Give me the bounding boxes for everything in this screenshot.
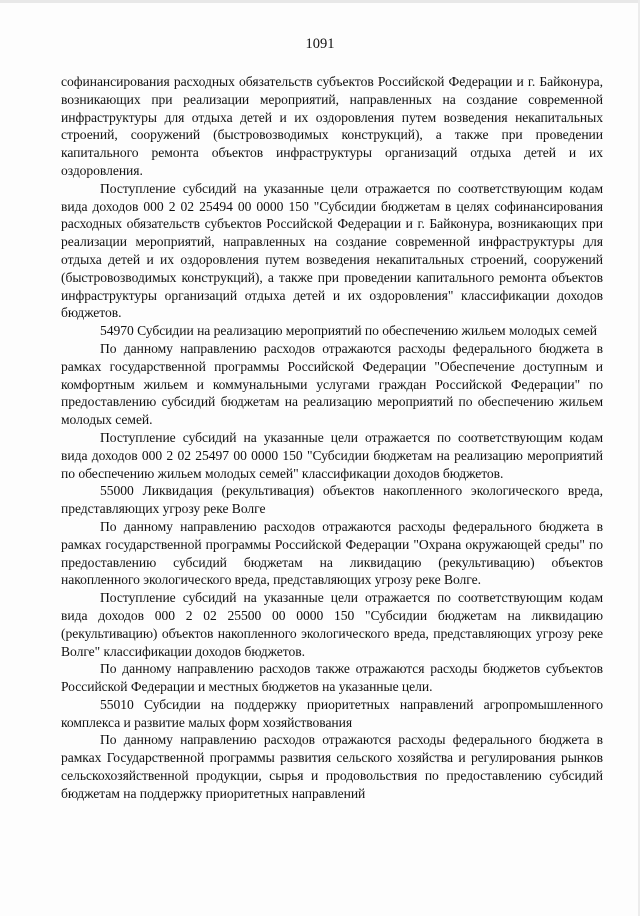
document-body [61, 73, 603, 803]
paragraph: Поступление субсидий на указанные цели отражается по соответствующим кодам вида доходов 000 2 02 25494 00 0000 150 "Субсидии бюджетам в целях софинансирования расходных обязательств субъектов Российской Федерации и г. Байконура, возникающих при реализации мероприятий, направленных на создание современной инфраструктуры для отдыха детей и их оздоровления путем возведения некапитальных строений, сооружений (быстровозводимых конструкций), а также при проведении капитального ремонта объектов инфраструктуры организаций отдыха детей и их оздоровления" классификации доходов бюджетов. [61, 180, 603, 321]
section-heading: 55000 Ликвидация (рекультивация) объектов накопленного экологического вреда, представляющих угрозу реке Волге [61, 483, 603, 517]
section-heading: 54970 Субсидии на реализацию мероприятий по обеспечению жильем молодых семей [100, 323, 597, 339]
paragraph: Поступление субсидий на указанные цели отражается по соответствующим кодам вида доходов 000 2 02 25500 00 0000 150 "Субсидии бюджетам на ликвидацию (рекультивацию) объектов накопленного экологического вреда, представляющих угрозу реке Волге" классификации доходов бюджетов. [61, 590, 603, 659]
scan-edge [0, 0, 640, 3]
paragraph: По данному направлению расходов отражаются расходы федерального бюджета в рамках Государственной программы развития сельского хозяйства и регулирования рынков сельскохозяйственной продукции, сырья и продовольствия по предоставлению субсидий бюджетам на поддержку приоритетных направлений [61, 732, 603, 801]
paragraph: По данному направлению расходов также отражаются расходы бюджетов субъектов Российской Федерации и местных бюджетов на указанные цели. [61, 661, 603, 695]
section-heading: 55010 Субсидии на поддержку приоритетных направлений агропромышленного комплекса и развитие малых форм хозяйствования [61, 696, 603, 730]
paragraph: По данному направлению расходов отражаются расходы федерального бюджета в рамках государственной программы Российской Федерации "Обеспечение доступным и комфортным жильем и коммунальными услугами граждан Российской Федерации" по предоставлению субсидий бюджетам на реализацию мероприятий по обеспечению жильем молодых семей. [61, 340, 603, 428]
paragraph-continuation: софинансирования расходных обязательств субъектов Российской Федерации и г. Байконура, возникающих при реализации мероприятий, направленных на создание современной инфраструктуры для отдыха детей и их оздоровления путем возведения некапитальных строений, сооружений (быстровозводимых конструкций), а также при проведении капитального ремонта объектов инфраструктуры организаций отдыха детей и их оздоровления. [61, 74, 603, 178]
paragraph: По данному направлению расходов отражаются расходы федерального бюджета в рамках государственной программы Российской Федерации "Охрана окружающей среды" по предоставлению субсидий бюджетам на ликвидацию (рекультивацию) объектов накопленного экологического вреда, представляющих угрозу реке Волге. [61, 518, 603, 588]
page-number: 1091 [305, 36, 335, 52]
paragraph: Поступление субсидий на указанные цели отражается по соответствующим кодам вида доходов 000 2 02 25497 00 0000 150 "Субсидии бюджетам на реализацию мероприятий по обеспечению жильем молодых семей" классификации доходов бюджетов. [61, 429, 603, 481]
